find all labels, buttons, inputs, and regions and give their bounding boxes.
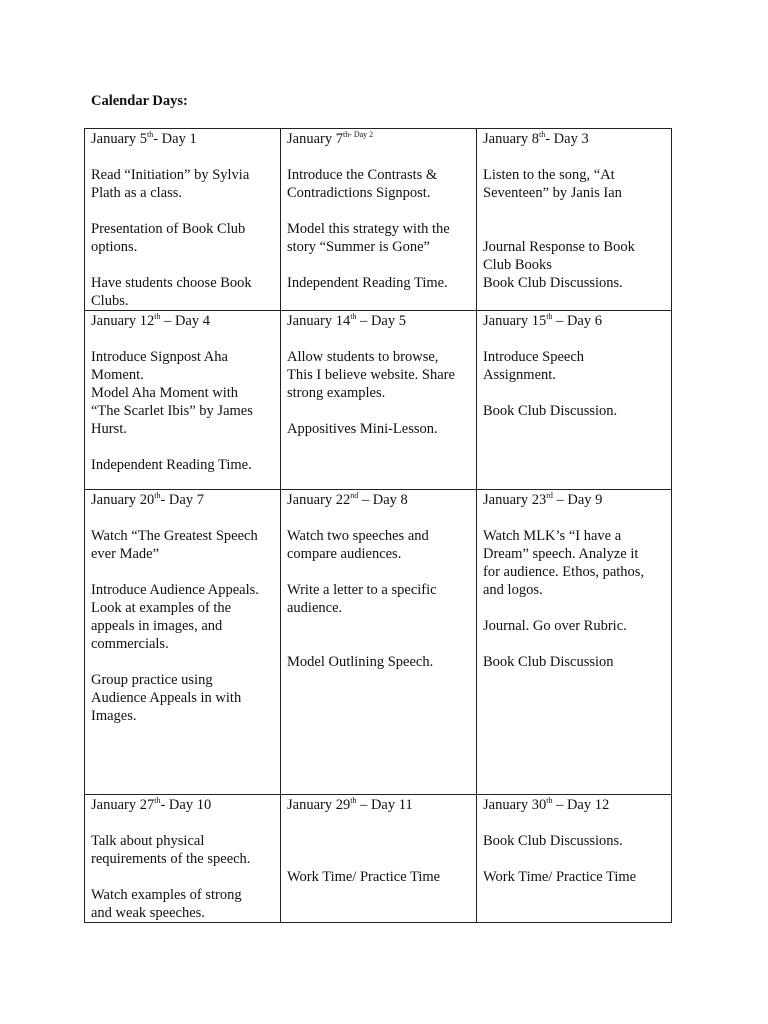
calendar-day-cell xyxy=(85,795,281,923)
blank-line xyxy=(483,202,666,220)
day-number: - Day 10 xyxy=(160,797,212,813)
blank-line xyxy=(287,256,471,274)
activity-line: Write a letter to a specific xyxy=(287,582,437,598)
blank-line xyxy=(91,438,275,456)
day-date: January 27 xyxy=(91,797,155,813)
activity-line: Introduce Speech xyxy=(483,349,585,365)
day-heading xyxy=(287,130,471,148)
activity-line: Model Outlining Speech. xyxy=(287,654,434,670)
document-title: Calendar Days: xyxy=(91,93,188,109)
blank-line xyxy=(483,599,666,617)
blank-line xyxy=(483,220,666,238)
blank-line xyxy=(287,850,471,868)
blank-line xyxy=(91,509,275,527)
calendar-day-cell xyxy=(477,129,672,311)
day-date: January 12 xyxy=(91,313,155,329)
blank-line xyxy=(91,868,275,886)
activity-line: Work Time/ Practice Time xyxy=(483,869,637,885)
activity-line: compare audiences. xyxy=(287,546,402,562)
day-number: – Day 11 xyxy=(356,797,413,813)
activity-line: Watch examples of strong xyxy=(91,887,242,903)
activity-line: Book Club Discussions. xyxy=(483,833,623,849)
day-heading xyxy=(483,796,666,814)
blank-line xyxy=(91,563,275,581)
date-suffix: th- Day 2 xyxy=(342,130,374,139)
activity-line: Club Books xyxy=(483,257,552,273)
activity-line: and logos. xyxy=(483,582,543,598)
blank-line xyxy=(287,148,471,166)
activity-line: story “Summer is Gone” xyxy=(287,239,430,255)
day-number: - Day 7 xyxy=(160,492,204,508)
activity-line: for audience. Ethos, pathos, xyxy=(483,564,645,580)
day-heading xyxy=(483,130,666,148)
activity-line: Watch two speeches and xyxy=(287,528,429,544)
activity-line: Independent Reading Time. xyxy=(287,275,448,291)
activity-line: Read “Initiation” by Sylvia xyxy=(91,167,250,183)
activity-line: strong examples. xyxy=(287,385,386,401)
calendar-row xyxy=(85,311,672,490)
activity-line: audience. xyxy=(287,600,343,616)
activity-line: Have students choose Book xyxy=(91,275,252,291)
activity-line: Plath as a class. xyxy=(91,185,183,201)
date-suffix: th xyxy=(350,312,357,321)
day-number: - Day 3 xyxy=(545,131,589,147)
activity-line: Look at examples of the xyxy=(91,600,232,616)
activity-line: requirements of the speech. xyxy=(91,851,251,867)
activity-line: Contradictions Signpost. xyxy=(287,185,431,201)
activity-line: Images. xyxy=(91,708,137,724)
blank-line xyxy=(287,617,471,635)
activity-line: commercials. xyxy=(91,636,169,652)
activity-line: Audience Appeals in with xyxy=(91,690,242,706)
day-date: January 15 xyxy=(483,313,547,329)
day-number: – Day 12 xyxy=(552,797,610,813)
calendar-day-cell xyxy=(477,490,672,795)
day-number: – Day 4 xyxy=(160,313,210,329)
activity-line: Moment. xyxy=(91,367,144,383)
calendar-row xyxy=(85,795,672,923)
activity-line: “The Scarlet Ibis” by James xyxy=(91,403,253,419)
blank-line xyxy=(91,330,275,348)
activity-line: and weak speeches. xyxy=(91,905,205,921)
activity-line: Book Club Discussion xyxy=(483,654,614,670)
date-suffix: th xyxy=(146,130,154,139)
activity-line: Model Aha Moment with xyxy=(91,385,239,401)
calendar-row xyxy=(85,490,672,795)
day-date: January 7 xyxy=(287,131,343,147)
date-suffix: th xyxy=(546,312,553,321)
blank-line xyxy=(91,148,275,166)
calendar-table xyxy=(84,128,672,923)
activity-line: options. xyxy=(91,239,138,255)
activity-line: Clubs. xyxy=(91,293,129,309)
activity-line: Model this strategy with the xyxy=(287,221,450,237)
blank-line xyxy=(287,635,471,653)
activity-line: Introduce Signpost Aha xyxy=(91,349,228,365)
blank-line xyxy=(287,402,471,420)
activity-line: Assignment. xyxy=(483,367,556,383)
day-heading xyxy=(91,130,275,148)
day-date: January 8 xyxy=(483,131,539,147)
blank-line xyxy=(483,148,666,166)
activity-line: Listen to the song, “At xyxy=(483,167,615,183)
activity-line: Journal. Go over Rubric. xyxy=(483,618,627,634)
date-suffix: th xyxy=(154,491,161,500)
day-number: – Day 5 xyxy=(356,313,406,329)
activity-line: Presentation of Book Club xyxy=(91,221,246,237)
day-heading xyxy=(91,796,275,814)
day-date: January 20 xyxy=(91,492,155,508)
calendar-day-cell xyxy=(281,795,477,923)
day-number: – Day 9 xyxy=(552,492,603,508)
blank-line xyxy=(91,256,275,274)
calendar-day-cell xyxy=(281,129,477,311)
date-suffix: th xyxy=(154,312,161,321)
blank-line xyxy=(483,814,666,832)
blank-line xyxy=(483,384,666,402)
activity-line: Dream” speech. Analyze it xyxy=(483,546,639,562)
blank-line xyxy=(483,330,666,348)
blank-line xyxy=(287,832,471,850)
day-date: January 22 xyxy=(287,492,351,508)
blank-line xyxy=(287,330,471,348)
activity-line: Group practice using xyxy=(91,672,213,688)
blank-line xyxy=(287,509,471,527)
day-heading xyxy=(287,491,471,509)
blank-line xyxy=(287,202,471,220)
date-suffix: rd xyxy=(546,491,553,500)
activity-line: Work Time/ Practice Time xyxy=(287,869,441,885)
activity-line: Appositives Mini-Lesson. xyxy=(287,421,438,437)
activity-line: Hurst. xyxy=(91,421,127,437)
blank-line xyxy=(483,635,666,653)
activity-line: Watch “The Greatest Speech xyxy=(91,528,258,544)
blank-line xyxy=(287,814,471,832)
activity-line: Introduce the Contrasts & xyxy=(287,167,438,183)
day-date: January 5 xyxy=(91,131,147,147)
day-date: January 23 xyxy=(483,492,547,508)
blank-line xyxy=(91,202,275,220)
day-date: January 30 xyxy=(483,797,547,813)
activity-line: Book Club Discussion. xyxy=(483,403,618,419)
date-suffix: th xyxy=(538,130,546,139)
day-date: January 29 xyxy=(287,797,351,813)
calendar-day-cell xyxy=(85,490,281,795)
day-date: January 14 xyxy=(287,313,351,329)
activity-line: This I believe website. Share xyxy=(287,367,455,383)
date-suffix: th xyxy=(350,796,357,805)
activity-line: Allow students to browse, xyxy=(287,349,439,365)
activity-line: ever Made” xyxy=(91,546,160,562)
day-heading xyxy=(287,796,471,814)
blank-line xyxy=(91,814,275,832)
activity-line: Independent Reading Time. xyxy=(91,457,252,473)
date-suffix: th xyxy=(154,796,161,805)
activity-line: Journal Response to Book xyxy=(483,239,635,255)
activity-line: Talk about physical xyxy=(91,833,205,849)
date-suffix: th xyxy=(546,796,553,805)
calendar-day-cell xyxy=(281,490,477,795)
calendar-day-cell xyxy=(85,311,281,490)
day-heading xyxy=(483,312,666,330)
day-heading xyxy=(483,491,666,509)
blank-line xyxy=(287,563,471,581)
day-heading xyxy=(91,312,275,330)
activity-line: Watch MLK’s “I have a xyxy=(483,528,622,544)
activity-line: Seventeen” by Janis Ian xyxy=(483,185,622,201)
activity-line: Book Club Discussions. xyxy=(483,275,623,291)
blank-line xyxy=(483,850,666,868)
blank-line xyxy=(483,509,666,527)
activity-line: Introduce Audience Appeals. xyxy=(91,582,259,598)
calendar-day-cell xyxy=(85,129,281,311)
calendar-row xyxy=(85,129,672,311)
calendar-day-cell xyxy=(477,311,672,490)
blank-line xyxy=(91,653,275,671)
day-heading xyxy=(91,491,275,509)
calendar-day-cell xyxy=(281,311,477,490)
day-heading xyxy=(287,312,471,330)
calendar-day-cell xyxy=(477,795,672,923)
day-number: – Day 8 xyxy=(358,492,408,508)
activity-line: appeals in images, and xyxy=(91,618,223,634)
day-number: - Day 1 xyxy=(153,131,197,147)
date-suffix: nd xyxy=(350,491,359,500)
day-number: – Day 6 xyxy=(552,313,602,329)
